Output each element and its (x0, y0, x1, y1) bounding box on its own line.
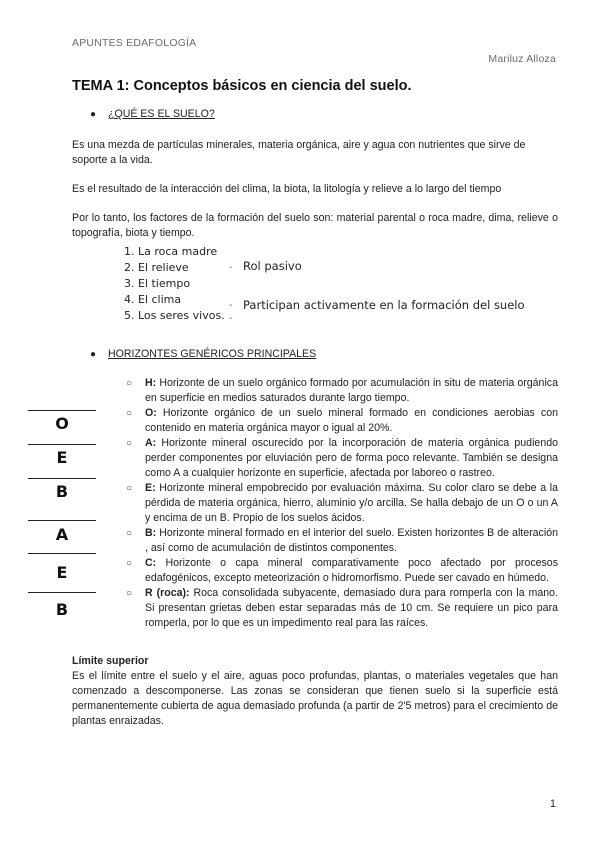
section-heading-horizontes: HORIZONTES GENÉRICOS PRINCIPALES (108, 348, 317, 360)
horizon-text: Horizonte mineral oscurecido por la incorporación de materia orgánica pudiendo perder componentes por eluviación pero de forma poco relevante. También se designa como A a cualquier horizonte en superficie, afectada por laboreo o rastreo. (145, 437, 558, 479)
circle-bullet-icon: ○ (126, 378, 133, 389)
horizon-item (126, 406, 558, 436)
horizon-item (126, 436, 558, 481)
page-number: 1 (550, 798, 556, 810)
horizon-key: A: (145, 437, 157, 449)
horizon-text: Horizonte o capa mineral comparativamente poco afectado por procesos edafogénicos, excepto meteorización o hidromorfismo. Puede ser cavado en húmedo. (145, 557, 558, 584)
factor-item: 3. El tiempo (124, 277, 191, 290)
horizon-text: Horizonte mineral empobrecido por evaluación máxima. Su color claro se debe a la pérdida de materia orgánica, hierro, aluminio y/o arcilla. Se halla debajo de un O o un A y encima de un B. Propio de los suelos ácidos. (145, 482, 558, 524)
horizons-list (126, 376, 558, 631)
paragraph-factors: Por lo tanto, los factores de la formación del suelo son: material parental o roca madre, dima, relieve o topografía, biota y tiempo. (72, 212, 558, 239)
horizon-item (126, 526, 558, 556)
horizon-text: Roca consolidada subyacente, demasiado dura para romperla con la mano. Si presentan grietas deben estar separadas más de 10 cm. Se requiere un pico para romperla, por lo que es un impedimento real para las raíces. (145, 587, 558, 629)
factors-list (124, 244, 225, 324)
circle-bullet-icon: ○ (126, 558, 133, 569)
horizon-divider-line (28, 520, 96, 521)
horizon-key: B: (145, 527, 157, 539)
horizon-divider-line (28, 410, 96, 411)
horizon-divider-line (28, 592, 96, 593)
dash-mark: - (229, 300, 233, 311)
handwritten-letter: B (55, 482, 69, 501)
horizon-text: Horizonte de un suelo orgánico formado por acumulación in situ de materia orgánica en superficie en medios saturados durante largo tiempo. (145, 377, 558, 404)
limit-heading: Límite superior (72, 655, 149, 667)
horizon-text: Horizonte mineral formado en el interior del suelo. Existen horizontes B de alteración , así como de acumulación de distintos componentes. (145, 527, 558, 554)
factor-item: 2. El relieve (124, 261, 189, 274)
horizon-key: C: (145, 557, 157, 569)
horizon-item (126, 586, 558, 631)
horizon-key: R (roca): (145, 587, 190, 599)
bullet-icon: ● (90, 109, 97, 120)
limit-paragraph: Es el límite entre el suelo y el aire, aguas poco profundas, plantas, o materiales vegetales que han comenzado a descomponerse. Las zonas se consideran que tienen suelo si la superficie está permanentemente cubierta de agua demasiado profunda (a partir de 2'5 metros) para el crecimiento de plantas enraizadas. (72, 670, 558, 727)
horizon-key: E: (145, 482, 156, 494)
circle-bullet-icon: ○ (126, 483, 133, 494)
dash-mark: - (229, 262, 233, 273)
horizon-divider-line (28, 553, 96, 554)
note-passive: Rol pasivo (243, 259, 302, 273)
page-title: TEMA 1: Conceptos básicos en ciencia del suelo. (72, 78, 412, 94)
paragraph-result: Es el resultado de la interacción del clima, la biota, la litología y relieve a lo largo del tiempo (72, 183, 502, 195)
horizon-key: H: (145, 377, 157, 389)
circle-bullet-icon: ○ (126, 408, 133, 419)
circle-bullet-icon: ○ (126, 528, 133, 539)
horizon-item (126, 556, 558, 586)
circle-bullet-icon: ○ (126, 588, 133, 599)
horizon-item (126, 376, 558, 406)
handwritten-letter: E (56, 563, 68, 582)
section-heading-suelo: ¿QUÉ ES EL SUELO? (108, 108, 215, 120)
horizon-text: Horizonte orgánico de un suelo mineral formado en condiciones aerobias con contenido en materia orgánica mayor o igual al 20%. (145, 407, 558, 434)
handwritten-letter: A (55, 525, 69, 544)
factor-item: 4. El clima (124, 293, 182, 306)
note-active: Participan activamente en la formación del suelo (243, 298, 525, 312)
horizon-divider-line (28, 478, 96, 479)
horizon-key: O: (145, 407, 157, 419)
dash-mark: - (229, 313, 233, 324)
header-course: APUNTES EDAFOLOGÍA (72, 37, 197, 49)
factor-item: 5. Los seres vivos. (124, 309, 225, 322)
paragraph-definition: Es una mezda de partículas minerales, materia orgánica, aire y agua con nutrientes que sirve de soporte a la vida. (72, 139, 526, 166)
handwritten-letter: E (56, 448, 68, 467)
bullet-icon: ● (90, 349, 97, 360)
handwritten-letter: B (55, 600, 69, 619)
factor-item: 1. La roca madre (124, 245, 218, 258)
horizon-item (126, 481, 558, 526)
circle-bullet-icon: ○ (126, 438, 133, 449)
header-author: Mariluz Alloza (488, 53, 556, 65)
handwritten-letter: O (55, 414, 69, 433)
horizon-divider-line (28, 444, 96, 445)
